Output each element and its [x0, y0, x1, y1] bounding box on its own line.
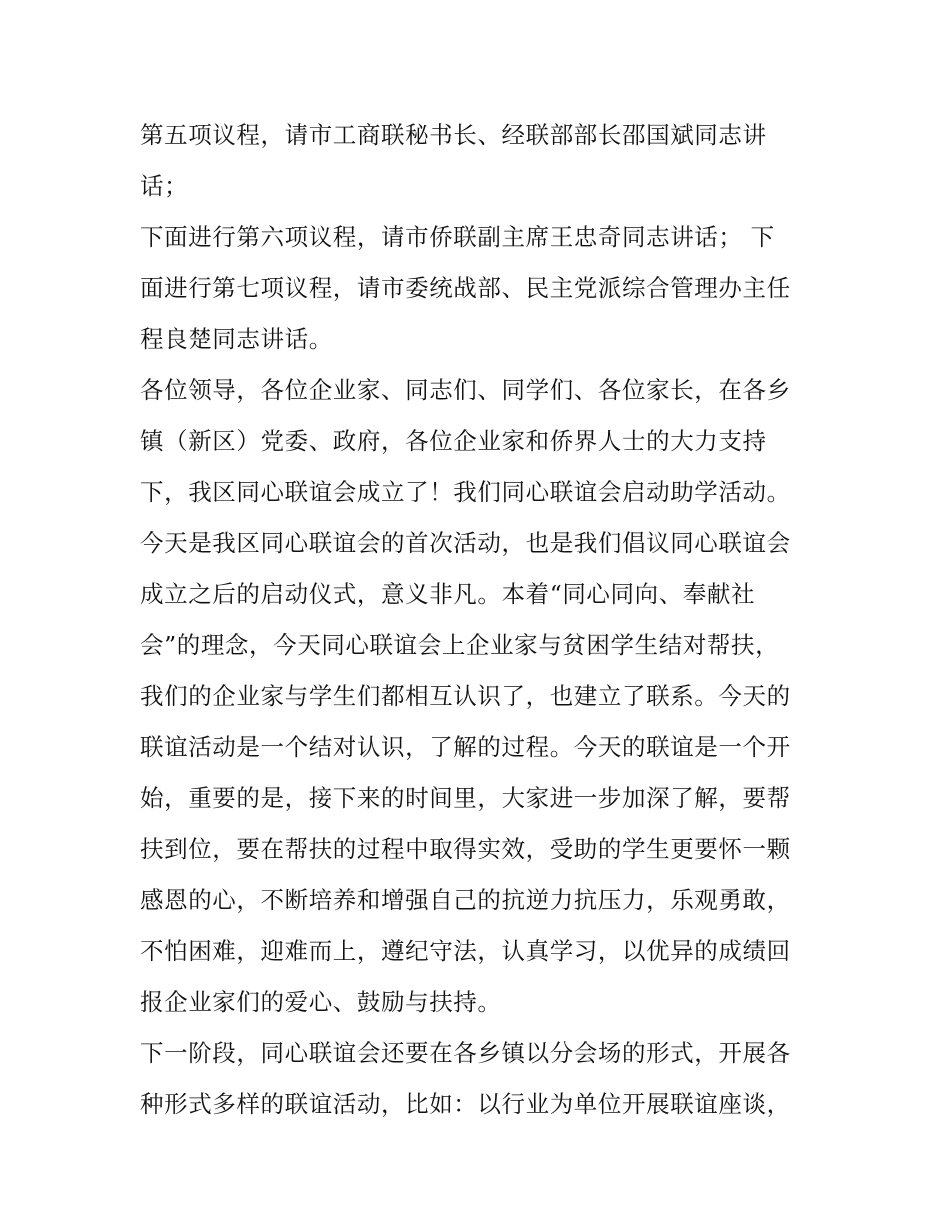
text-line: 第五项议程，请市工商联秘书长、经联部部长邵国斌同志讲 [140, 121, 767, 149]
text-line: 感恩的心，不断培养和增强自己的抗逆力抗压力，乐观勇敢， [140, 886, 791, 914]
text-line: 联谊活动是一个结对认识，了解的过程。今天的联谊是一个开 [140, 733, 791, 761]
text-line: 镇（新区）党委、政府，各位企业家和侨界人士的大力支持 [140, 427, 767, 455]
text-line: 今天是我区同心联谊会的首次活动，也是我们倡议同心联谊会 [140, 529, 791, 557]
text-line: 我们的企业家与学生们都相互认识了，也建立了联系。今天的 [140, 682, 791, 710]
text-line: 会”的理念，今天同心联谊会上企业家与贫困学生结对帮扶， [140, 631, 780, 659]
text-line: 程良楚同志讲话。 [140, 325, 333, 353]
text-line: 话； [140, 172, 189, 200]
text-line: 面进行第七项议程，请市委统战部、民主党派综合管理办主任 [140, 274, 791, 302]
document-body [140, 110, 820, 1130]
text-line: 不怕困难，迎难而上，遵纪守法，认真学习，以优异的成绩回 [140, 937, 791, 965]
text-line: 下面进行第六项议程，请市侨联副主席王忠奇同志讲话； 下 [140, 223, 775, 251]
text-line: 报企业家们的爱心、鼓励与扶持。 [140, 988, 502, 1016]
text-line: 种形式多样的联谊活动，比如：以行业为单位开展联谊座谈， [140, 1090, 791, 1118]
text-line: 成立之后的启动仪式，意义非凡。本着“同心同向、奉献社 [140, 580, 756, 608]
text-line: 扶到位，要在帮扶的过程中取得实效，受助的学生更要怀一颗 [140, 835, 791, 863]
text-line: 各位领导，各位企业家、同志们、同学们、各位家长，在各乡 [140, 376, 791, 404]
text-line: 下一阶段，同心联谊会还要在各乡镇以分会场的形式，开展各 [140, 1039, 791, 1067]
text-line: 始，重要的是，接下来的时间里，大家进一步加深了解，要帮 [140, 784, 791, 812]
text-line: 下，我区同心联谊会成立了！我们同心联谊会启动助学活动。 [140, 478, 791, 506]
